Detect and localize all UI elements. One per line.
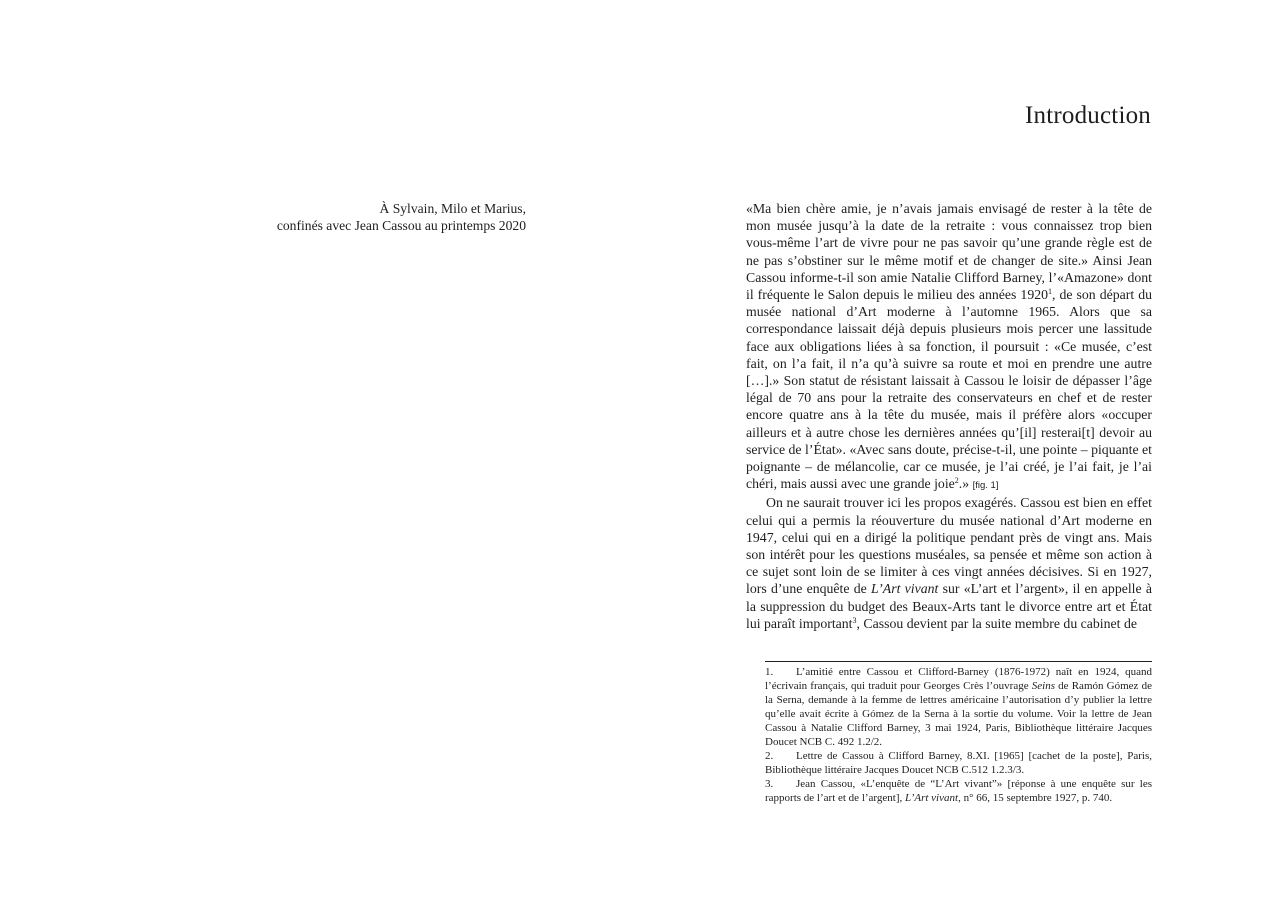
footnote-ref[interactable]: 2 (954, 476, 959, 486)
text-run: sur «L’art et l’argent», il en appelle à la suppression du budget des Beaux-Arts tant le divorce entre art et État lui paraît important (746, 581, 1152, 631)
chapter-title: Introduction (1025, 102, 1151, 129)
text-run: On ne saurait trouver ici les propos exagérés. Cassou est bien en effet celui qui a permis la réouverture du musée national d’Art moderne en 1947, celui qui en a dirigé la politique pendant près de vingt ans. Mais son intérêt pour les questions muséales, sa pensée et même son action à ce sujet sont loin de se limiter à ces vingt années décisives. Si en 1927, lors d’une enquête de (746, 495, 1152, 597)
text-run: , n° 66, 15 septembre 1927, p. 740. (958, 792, 1113, 804)
footnote-number: 1. (765, 666, 774, 678)
footnote-ref[interactable]: 3 (852, 615, 857, 625)
text-run: L’amitié entre Cassou et Clifford-Barney (1876-1972) naît en 1924, quand l’écrivain français, qui traduit pour Georges Crès l’ouvrage (765, 666, 1152, 692)
text-run: Jean Cassou, «L’enquête de “L’Art vivant”» [réponse à une enquête sur les rapports de l’art et de l’argent], (765, 778, 1152, 804)
footnote-number: 2. (765, 750, 774, 762)
dedication-line: À Sylvain, Milo et Marius, (379, 201, 526, 216)
footnote (765, 777, 1152, 805)
dedication (206, 200, 526, 234)
text-run: Lettre de Cassou à Clifford Barney, 8.XI. [1965] [cachet de la poste], Paris, Bibliothèque littéraire Jacques Doucet NCB C.512 1.2.3/3. (765, 750, 1152, 776)
text-run: , de son départ du musée national d’Art moderne à l’automne 1965. Alors que sa correspondance laissait déjà depuis plusieurs mois percer une lassitude face aux obligations liées à sa fonction, il poursuit : «Ce musée, c’est fait, on l’a fait, il n’a qu’à suivre sa route et moi en prendre une autre […].» Son statut de résistant laissait à Cassou le loisir de dépasser l’âge légal de 70 ans pour la retraite des conservateurs en chef et de rester encore quatre ans à la tête du musée, mais il préfère alors «occuper ailleurs et à autre chose les dernières années qu’[il] resterai[t] devoir au service de l’État». «Avec sans doute, précise-t-il, une pointe – piquante et poignante – de mélancolie, car ce musée, je l’ai créé, je l’ai fait, je l’ai chéri, mais aussi avec une grande joie (746, 287, 1152, 492)
italic-title: L’Art vivant (905, 792, 959, 804)
text-run: .» (958, 476, 973, 492)
italic-title: L’Art vivant (871, 581, 939, 597)
footnote-number: 3. (765, 778, 774, 790)
figure-ref[interactable]: [fig. 1] (972, 480, 999, 492)
text-run: «Ma bien chère amie, je n’avais jamais envisagé de rester à la tête de mon musée jusqu’à la date de la retraite : vous connaissez trop bien vous-même l’art de vivre pour ne pas savoir qu’une grande règle est de ne pas s’obstiner sur le même motif et de changer de site.» Ainsi Jean Cassou informe-t-il son amie Natalie Clifford Barney, l’«Amazone» dont il fréquente le Salon depuis le milieu des années 1920 (746, 201, 1152, 303)
right-page (636, 0, 1272, 904)
paragraph (746, 494, 1152, 632)
paragraph (746, 200, 1152, 494)
footnote (765, 749, 1152, 777)
body-text (746, 200, 1152, 632)
text-run: , Cassou devient par la suite membre du cabinet de (856, 615, 1137, 631)
dedication-line: confinés avec Jean Cassou au printemps 2020 (276, 218, 526, 233)
footnote-ref[interactable]: 1 (1048, 287, 1053, 297)
footnotes (765, 661, 1152, 805)
text-run: de Ramón Gómez de la Serna, demande à la femme de lettres américaine l’autorisation d’y publier la lettre qu’elle avait écrite à Gómez de la Serna à la sortie du volume. Voir la lettre de Jean Cassou à Natalie Clifford Barney, 3 mai 1924, Paris, Bibliothèque littéraire Jacques Doucet NCB C. 492 1.2/2. (765, 680, 1152, 748)
italic-title: Seins (1031, 680, 1055, 692)
footnote (765, 665, 1152, 749)
